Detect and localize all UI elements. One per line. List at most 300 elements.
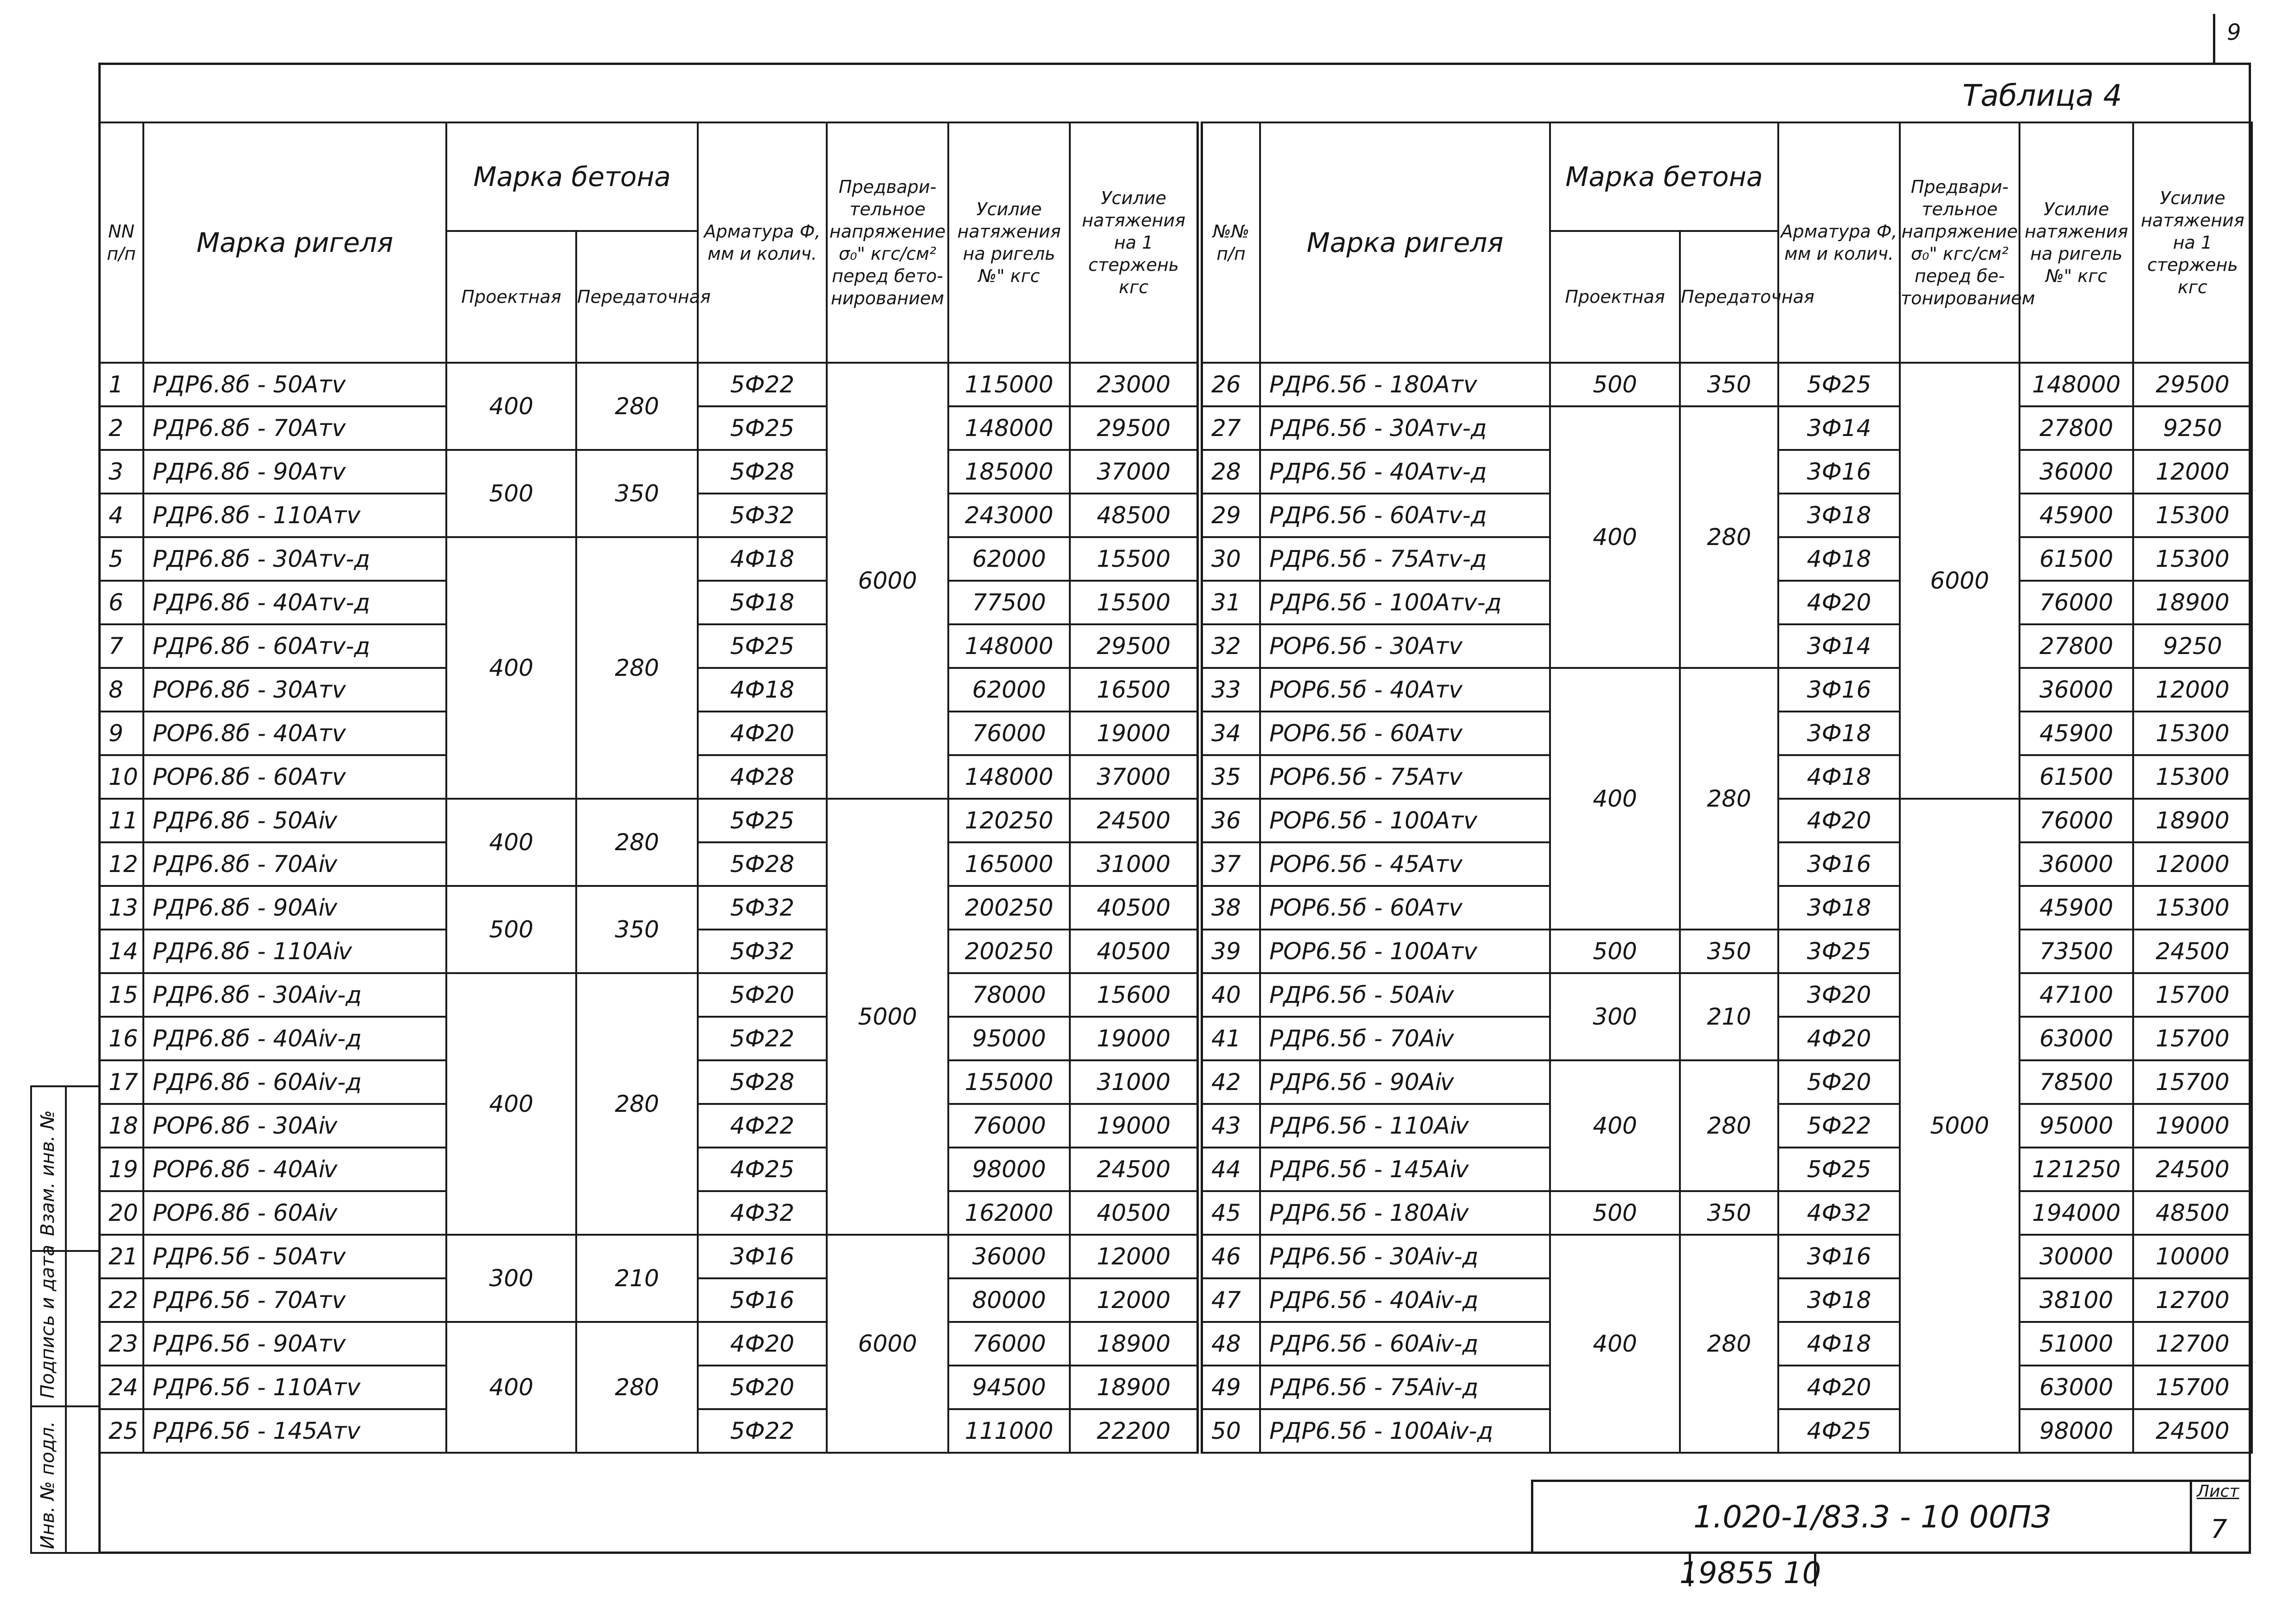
beam-mark: РОР6.8б - 40Атⅴ bbox=[143, 712, 446, 755]
beam-mark: РДР6.5б - 70Аⅳ bbox=[1260, 1017, 1550, 1060]
beam-mark: РДР6.8б - 40Атⅴ-д bbox=[143, 581, 446, 624]
force-per-beam: 243000 bbox=[948, 494, 1070, 537]
rebar-spec: 5Ф22 bbox=[698, 1409, 827, 1453]
stamp-vertical-divider bbox=[65, 1085, 67, 1554]
rebar-spec: 5Ф25 bbox=[698, 799, 827, 842]
rebar-spec: 4Ф32 bbox=[1778, 1191, 1900, 1235]
force-per-beam: 36000 bbox=[2019, 668, 2133, 712]
force-per-rod: 24500 bbox=[2133, 1148, 2252, 1191]
sheet-number: 7 bbox=[2211, 1514, 2227, 1545]
concrete-transfer-grade: 280 bbox=[1680, 406, 1778, 668]
header-mark-right: Марка ригеля bbox=[1260, 122, 1550, 363]
beam-mark: РОР6.5б - 40Атⅴ bbox=[1260, 668, 1550, 712]
force-per-beam: 45900 bbox=[2019, 712, 2133, 755]
force-per-beam: 47100 bbox=[2019, 973, 2133, 1017]
row-number: 20 bbox=[99, 1191, 143, 1235]
beam-mark: РДР6.8б - 50Аⅳ bbox=[143, 799, 446, 842]
force-per-beam: 76000 bbox=[2019, 799, 2133, 842]
force-per-rod: 15500 bbox=[1070, 537, 1200, 581]
rebar-spec: 3Ф16 bbox=[1778, 668, 1900, 712]
row-number: 27 bbox=[1200, 406, 1260, 450]
row-number: 19 bbox=[99, 1148, 143, 1191]
beam-mark: РОР6.5б - 100Атⅴ bbox=[1260, 930, 1550, 973]
row-number: 11 bbox=[99, 799, 143, 842]
row-number: 7 bbox=[99, 624, 143, 668]
force-per-beam: 115000 bbox=[948, 363, 1070, 406]
beam-mark: РДР6.8б - 30Аⅳ-д bbox=[143, 973, 446, 1017]
page-number-divider bbox=[2213, 14, 2215, 65]
beam-mark: РДР6.8б - 30Атⅴ-д bbox=[143, 537, 446, 581]
rebar-spec: 5Ф28 bbox=[698, 842, 827, 886]
concrete-design-grade: 400 bbox=[446, 537, 576, 799]
row-number: 37 bbox=[1200, 842, 1260, 886]
rebar-spec: 3Ф16 bbox=[698, 1235, 827, 1278]
concrete-design-grade: 300 bbox=[446, 1235, 576, 1322]
concrete-design-grade: 500 bbox=[446, 886, 576, 973]
force-per-beam: 27800 bbox=[2019, 406, 2133, 450]
row-number: 16 bbox=[99, 1017, 143, 1060]
rebar-spec: 5Ф20 bbox=[698, 973, 827, 1017]
force-per-rod: 9250 bbox=[2133, 624, 2252, 668]
header-rebar-right: Арматура Ф, мм и колич. bbox=[1778, 122, 1900, 363]
beam-mark: РДР6.5б - 145Аⅳ bbox=[1260, 1148, 1550, 1191]
force-per-beam: 80000 bbox=[948, 1278, 1070, 1322]
rebar-spec: 3Ф14 bbox=[1778, 406, 1900, 450]
force-per-rod: 15600 bbox=[1070, 973, 1200, 1017]
row-number: 2 bbox=[99, 406, 143, 450]
concrete-transfer-grade: 280 bbox=[576, 537, 698, 799]
beam-mark: РДР6.5б - 90Аⅳ bbox=[1260, 1060, 1550, 1104]
rebar-spec: 4Ф18 bbox=[1778, 755, 1900, 799]
beam-mark: РОР6.8б - 30Атⅴ bbox=[143, 668, 446, 712]
document-designation: 1.020-1/83.3 - 10 00ПЗ bbox=[1693, 1499, 2051, 1535]
force-per-beam: 148000 bbox=[948, 406, 1070, 450]
header-design: Проектная bbox=[446, 231, 576, 363]
rebar-spec: 5Ф28 bbox=[698, 450, 827, 494]
force-per-rod: 12000 bbox=[2133, 842, 2252, 886]
row-number: 41 bbox=[1200, 1017, 1260, 1060]
row-number: 3 bbox=[99, 450, 143, 494]
row-number: 44 bbox=[1200, 1148, 1260, 1191]
rebar-spec: 5Ф20 bbox=[698, 1366, 827, 1409]
row-number: 38 bbox=[1200, 886, 1260, 930]
rebar-spec: 4Ф20 bbox=[1778, 1366, 1900, 1409]
force-per-beam: 45900 bbox=[2019, 886, 2133, 930]
force-per-beam: 95000 bbox=[2019, 1104, 2133, 1148]
force-per-beam: 165000 bbox=[948, 842, 1070, 886]
force-per-rod: 22200 bbox=[1070, 1409, 1200, 1453]
row-number: 12 bbox=[99, 842, 143, 886]
force-per-beam: 94500 bbox=[948, 1366, 1070, 1409]
rebar-spec: 3Ф16 bbox=[1778, 450, 1900, 494]
concrete-transfer-grade: 280 bbox=[1680, 1235, 1778, 1453]
row-number: 10 bbox=[99, 755, 143, 799]
rebar-spec: 5Ф22 bbox=[698, 1017, 827, 1060]
force-per-rod: 15700 bbox=[2133, 1017, 2252, 1060]
rebar-spec: 5Ф25 bbox=[698, 406, 827, 450]
row-number: 6 bbox=[99, 581, 143, 624]
rebar-spec: 5Ф25 bbox=[698, 624, 827, 668]
concrete-transfer-grade: 280 bbox=[576, 973, 698, 1235]
beam-mark: РДР6.5б - 50Атⅴ bbox=[143, 1235, 446, 1278]
beam-mark: РДР6.5б - 145Атⅴ bbox=[143, 1409, 446, 1453]
prestress-value: 5000 bbox=[1900, 799, 2019, 1453]
force-per-rod: 24500 bbox=[1070, 1148, 1200, 1191]
rebar-spec: 4Ф18 bbox=[1778, 1322, 1900, 1366]
force-per-rod: 29500 bbox=[1070, 406, 1200, 450]
force-per-beam: 30000 bbox=[2019, 1235, 2133, 1278]
beam-mark: РДР6.5б - 100Аⅳ-д bbox=[1260, 1409, 1550, 1453]
beam-mark: РДР6.5б - 110Атⅴ bbox=[143, 1366, 446, 1409]
force-per-beam: 76000 bbox=[948, 1322, 1070, 1366]
force-per-rod: 15300 bbox=[2133, 886, 2252, 930]
force-per-rod: 19000 bbox=[2133, 1104, 2252, 1148]
rebar-spec: 4Ф20 bbox=[1778, 581, 1900, 624]
force-per-rod: 40500 bbox=[1070, 930, 1200, 973]
force-per-rod: 15700 bbox=[2133, 1366, 2252, 1409]
force-per-rod: 16500 bbox=[1070, 668, 1200, 712]
beam-mark: РОР6.5б - 60Атⅴ bbox=[1260, 712, 1550, 755]
beam-mark: РДР6.5б - 75Аⅳ-д bbox=[1260, 1366, 1550, 1409]
force-per-rod: 40500 bbox=[1070, 886, 1200, 930]
force-per-beam: 45900 bbox=[2019, 494, 2133, 537]
row-number: 29 bbox=[1200, 494, 1260, 537]
force-per-beam: 76000 bbox=[2019, 581, 2133, 624]
header-force-beam-right: Усилие натяжения на ригель №" кгс bbox=[2019, 122, 2133, 363]
beam-mark: РДР6.5б - 110Аⅳ bbox=[1260, 1104, 1550, 1148]
rebar-spec: 3Ф18 bbox=[1778, 494, 1900, 537]
beam-mark: РОР6.8б - 40Аⅳ bbox=[143, 1148, 446, 1191]
row-number: 42 bbox=[1200, 1060, 1260, 1104]
concrete-transfer-grade: 350 bbox=[1680, 930, 1778, 973]
concrete-design-grade: 400 bbox=[1550, 406, 1680, 668]
row-number: 13 bbox=[99, 886, 143, 930]
header-concrete-right: Марка бетона bbox=[1550, 122, 1778, 231]
force-per-beam: 36000 bbox=[2019, 842, 2133, 886]
row-number: 1 bbox=[99, 363, 143, 406]
force-per-rod: 18900 bbox=[2133, 581, 2252, 624]
force-per-beam: 162000 bbox=[948, 1191, 1070, 1235]
beam-mark: РОР6.8б - 60Атⅴ bbox=[143, 755, 446, 799]
force-per-beam: 77500 bbox=[948, 581, 1070, 624]
force-per-rod: 9250 bbox=[2133, 406, 2252, 450]
stamp-replace-inv: Взам. инв. № bbox=[37, 1110, 58, 1236]
force-per-rod: 12000 bbox=[2133, 450, 2252, 494]
header-nn-right: №№ п/п bbox=[1200, 122, 1260, 363]
row-number: 8 bbox=[99, 668, 143, 712]
stamp-divider bbox=[30, 1405, 98, 1407]
force-per-rod: 12700 bbox=[2133, 1322, 2252, 1366]
concrete-design-grade: 400 bbox=[446, 973, 576, 1235]
force-per-rod: 15300 bbox=[2133, 537, 2252, 581]
beam-mark: РДР6.5б - 60Атⅴ-д bbox=[1260, 494, 1550, 537]
row-number: 15 bbox=[99, 973, 143, 1017]
beam-mark: РДР6.5б - 100Атⅴ-д bbox=[1260, 581, 1550, 624]
force-per-beam: 63000 bbox=[2019, 1366, 2133, 1409]
beam-mark: РДР6.5б - 180Атⅴ bbox=[1260, 363, 1550, 406]
concrete-transfer-grade: 280 bbox=[576, 1322, 698, 1453]
row-number: 43 bbox=[1200, 1104, 1260, 1148]
stamp-inv-orig: Инв. № подл. bbox=[37, 1421, 58, 1549]
force-per-rod: 12000 bbox=[1070, 1235, 1200, 1278]
row-number: 5 bbox=[99, 537, 143, 581]
force-per-beam: 148000 bbox=[948, 755, 1070, 799]
rebar-spec: 5Ф18 bbox=[698, 581, 827, 624]
force-per-rod: 31000 bbox=[1070, 842, 1200, 886]
row-number: 4 bbox=[99, 494, 143, 537]
force-per-rod: 18900 bbox=[1070, 1366, 1200, 1409]
force-per-rod: 29500 bbox=[1070, 624, 1200, 668]
force-per-rod: 10000 bbox=[2133, 1235, 2252, 1278]
row-number: 22 bbox=[99, 1278, 143, 1322]
row-number: 28 bbox=[1200, 450, 1260, 494]
beam-mark: РДР6.8б - 70Атⅴ bbox=[143, 406, 446, 450]
concrete-design-grade: 400 bbox=[1550, 1060, 1680, 1191]
bottom-reference: 19855 10 bbox=[1679, 1556, 1821, 1590]
beam-mark: РДР6.5б - 40Атⅴ-д bbox=[1260, 450, 1550, 494]
force-per-rod: 48500 bbox=[2133, 1191, 2252, 1235]
rebar-spec: 3Ф14 bbox=[1778, 624, 1900, 668]
row-number: 32 bbox=[1200, 624, 1260, 668]
force-per-rod: 15500 bbox=[1070, 581, 1200, 624]
header-mark: Марка ригеля bbox=[143, 122, 446, 363]
concrete-transfer-grade: 350 bbox=[1680, 1191, 1778, 1235]
rebar-spec: 5Ф20 bbox=[1778, 1060, 1900, 1104]
beam-mark: РОР6.8б - 60Аⅳ bbox=[143, 1191, 446, 1235]
force-per-rod: 24500 bbox=[2133, 930, 2252, 973]
rebar-spec: 5Ф25 bbox=[1778, 363, 1900, 406]
beam-mark: РДР6.5б - 70Атⅴ bbox=[143, 1278, 446, 1322]
row-number: 48 bbox=[1200, 1322, 1260, 1366]
beam-mark: РДР6.5б - 30Аⅳ-д bbox=[1260, 1235, 1550, 1278]
concrete-transfer-grade: 280 bbox=[1680, 668, 1778, 930]
header-prestress-right: Предвари-тельное напряжение σ₀" кгс/см² перед бе-тонированием bbox=[1900, 122, 2019, 363]
rebar-spec: 5Ф25 bbox=[1778, 1148, 1900, 1191]
force-per-beam: 76000 bbox=[948, 1104, 1070, 1148]
force-per-beam: 111000 bbox=[948, 1409, 1070, 1453]
table-body bbox=[99, 363, 2252, 1453]
row-number: 39 bbox=[1200, 930, 1260, 973]
table-title: Таблица 4 bbox=[1962, 79, 2122, 113]
rebar-spec: 4Ф32 bbox=[698, 1191, 827, 1235]
force-per-beam: 38100 bbox=[2019, 1278, 2133, 1322]
force-per-beam: 36000 bbox=[2019, 450, 2133, 494]
rebar-spec: 4Ф28 bbox=[698, 755, 827, 799]
beam-mark: РОР6.5б - 60Атⅴ bbox=[1260, 886, 1550, 930]
row-number: 24 bbox=[99, 1366, 143, 1409]
row-number: 30 bbox=[1200, 537, 1260, 581]
force-per-rod: 40500 bbox=[1070, 1191, 1200, 1235]
force-per-rod: 15300 bbox=[2133, 712, 2252, 755]
force-per-rod: 18900 bbox=[2133, 799, 2252, 842]
rebar-spec: 5Ф22 bbox=[1778, 1104, 1900, 1148]
force-per-rod: 12700 bbox=[2133, 1278, 2252, 1322]
force-per-beam: 62000 bbox=[948, 668, 1070, 712]
beam-mark: РДР6.8б - 40Аⅳ-д bbox=[143, 1017, 446, 1060]
rebar-spec: 4Ф18 bbox=[698, 668, 827, 712]
force-per-beam: 76000 bbox=[948, 712, 1070, 755]
row-number: 23 bbox=[99, 1322, 143, 1366]
rebar-spec: 4Ф20 bbox=[698, 712, 827, 755]
rebar-spec: 5Ф32 bbox=[698, 886, 827, 930]
header-concrete: Марка бетона bbox=[446, 122, 698, 231]
rebar-spec: 3Ф16 bbox=[1778, 1235, 1900, 1278]
concrete-transfer-grade: 210 bbox=[576, 1235, 698, 1322]
beam-mark: РДР6.8б - 110Аⅳ bbox=[143, 930, 446, 973]
beam-mark: РДР6.5б - 90Атⅴ bbox=[143, 1322, 446, 1366]
force-per-rod: 31000 bbox=[1070, 1060, 1200, 1104]
beam-mark: РОР6.5б - 100Атⅴ bbox=[1260, 799, 1550, 842]
concrete-design-grade: 500 bbox=[1550, 930, 1680, 973]
concrete-design-grade: 500 bbox=[446, 450, 576, 537]
concrete-design-grade: 400 bbox=[1550, 1235, 1680, 1453]
row-number: 21 bbox=[99, 1235, 143, 1278]
header-transfer: Передаточная bbox=[576, 231, 698, 363]
concrete-transfer-grade: 280 bbox=[576, 363, 698, 450]
prestress-value: 6000 bbox=[1900, 363, 2019, 799]
rebar-spec: 3Ф18 bbox=[1778, 712, 1900, 755]
rebar-spec: 4Ф18 bbox=[698, 537, 827, 581]
force-per-beam: 148000 bbox=[948, 624, 1070, 668]
concrete-design-grade: 400 bbox=[446, 799, 576, 886]
beam-mark: РДР6.8б - 70Аⅳ bbox=[143, 842, 446, 886]
beam-mark: РДР6.5б - 30Атⅴ-д bbox=[1260, 406, 1550, 450]
row-number: 36 bbox=[1200, 799, 1260, 842]
force-per-rod: 19000 bbox=[1070, 712, 1200, 755]
row-number: 46 bbox=[1200, 1235, 1260, 1278]
force-per-rod: 15300 bbox=[2133, 755, 2252, 799]
force-per-rod: 15700 bbox=[2133, 1060, 2252, 1104]
rebar-spec: 4Ф20 bbox=[698, 1322, 827, 1366]
force-per-rod: 18900 bbox=[1070, 1322, 1200, 1366]
row-number: 26 bbox=[1200, 363, 1260, 406]
row-number: 35 bbox=[1200, 755, 1260, 799]
force-per-rod: 12000 bbox=[2133, 668, 2252, 712]
beam-mark: РДР6.8б - 90Атⅴ bbox=[143, 450, 446, 494]
force-per-beam: 78000 bbox=[948, 973, 1070, 1017]
concrete-transfer-grade: 280 bbox=[576, 799, 698, 886]
force-per-rod: 19000 bbox=[1070, 1104, 1200, 1148]
force-per-rod: 37000 bbox=[1070, 755, 1200, 799]
rebar-spec: 5Ф32 bbox=[698, 930, 827, 973]
sheet-label: Лист bbox=[2197, 1482, 2239, 1501]
beam-mark: РДР6.8б - 50Атⅴ bbox=[143, 363, 446, 406]
rebar-spec: 4Ф18 bbox=[1778, 537, 1900, 581]
force-per-beam: 61500 bbox=[2019, 537, 2133, 581]
force-per-rod: 24500 bbox=[1070, 799, 1200, 842]
rebar-spec: 4Ф25 bbox=[1778, 1409, 1900, 1453]
force-per-beam: 98000 bbox=[2019, 1409, 2133, 1453]
row-number: 9 bbox=[99, 712, 143, 755]
beam-mark: РДР6.8б - 60Атⅴ-д bbox=[143, 624, 446, 668]
force-per-beam: 148000 bbox=[2019, 363, 2133, 406]
header-nn: NN п/п bbox=[99, 122, 143, 363]
force-per-rod: 19000 bbox=[1070, 1017, 1200, 1060]
force-per-beam: 120250 bbox=[948, 799, 1070, 842]
force-per-beam: 27800 bbox=[2019, 624, 2133, 668]
beam-mark: РДР6.5б - 50Аⅳ bbox=[1260, 973, 1550, 1017]
concrete-design-grade: 400 bbox=[446, 1322, 576, 1453]
rebar-spec: 3Ф18 bbox=[1778, 1278, 1900, 1322]
force-per-beam: 51000 bbox=[2019, 1322, 2133, 1366]
beam-mark: РДР6.8б - 110Атⅴ bbox=[143, 494, 446, 537]
beam-mark: РДР6.5б - 75Атⅴ-д bbox=[1260, 537, 1550, 581]
row-number: 33 bbox=[1200, 668, 1260, 712]
force-per-rod: 48500 bbox=[1070, 494, 1200, 537]
force-per-rod: 23000 bbox=[1070, 363, 1200, 406]
concrete-transfer-grade: 280 bbox=[1680, 1060, 1778, 1191]
table-row bbox=[99, 363, 2252, 406]
force-per-beam: 155000 bbox=[948, 1060, 1070, 1104]
row-number: 50 bbox=[1200, 1409, 1260, 1453]
concrete-design-grade: 400 bbox=[446, 363, 576, 450]
force-per-rod: 37000 bbox=[1070, 450, 1200, 494]
force-per-beam: 185000 bbox=[948, 450, 1070, 494]
force-per-beam: 63000 bbox=[2019, 1017, 2133, 1060]
row-number: 25 bbox=[99, 1409, 143, 1453]
force-per-beam: 95000 bbox=[948, 1017, 1070, 1060]
row-number: 40 bbox=[1200, 973, 1260, 1017]
row-number: 47 bbox=[1200, 1278, 1260, 1322]
row-number: 14 bbox=[99, 930, 143, 973]
beam-mark: РДР6.5б - 40Аⅳ-д bbox=[1260, 1278, 1550, 1322]
row-number: 18 bbox=[99, 1104, 143, 1148]
concrete-transfer-grade: 350 bbox=[576, 886, 698, 973]
force-per-beam: 62000 bbox=[948, 537, 1070, 581]
concrete-design-grade: 500 bbox=[1550, 363, 1680, 406]
rebar-spec: 3Ф18 bbox=[1778, 886, 1900, 930]
header-force-rod-right: Усилие натяжения на 1 стержень кгс bbox=[2133, 122, 2252, 363]
concrete-transfer-grade: 350 bbox=[576, 450, 698, 537]
force-per-beam: 73500 bbox=[2019, 930, 2133, 973]
beam-mark: РОР6.5б - 45Атⅴ bbox=[1260, 842, 1550, 886]
header-transfer-right: Передаточная bbox=[1680, 231, 1778, 363]
force-per-rod: 29500 bbox=[2133, 363, 2252, 406]
concrete-design-grade: 300 bbox=[1550, 973, 1680, 1060]
rebar-spec: 5Ф16 bbox=[698, 1278, 827, 1322]
concrete-design-grade: 500 bbox=[1550, 1191, 1680, 1235]
prestress-value: 6000 bbox=[827, 363, 948, 799]
rebar-spec: 5Ф22 bbox=[698, 363, 827, 406]
force-per-rod: 24500 bbox=[2133, 1409, 2252, 1453]
force-per-beam: 200250 bbox=[948, 886, 1070, 930]
beam-mark: РОР6.8б - 30Аⅳ bbox=[143, 1104, 446, 1148]
header-prestress-left: Предвари-тельное напряжение σ₀" кгс/см² перед бето-нированием bbox=[827, 122, 948, 363]
row-number: 31 bbox=[1200, 581, 1260, 624]
prestress-value: 5000 bbox=[827, 799, 948, 1235]
header-force-rod-left: Усилие натяжения на 1 стержень кгс bbox=[1070, 122, 1200, 363]
rebar-spec: 3Ф25 bbox=[1778, 930, 1900, 973]
row-number: 34 bbox=[1200, 712, 1260, 755]
force-per-rod: 15300 bbox=[2133, 494, 2252, 537]
force-per-rod: 15700 bbox=[2133, 973, 2252, 1017]
beam-mark: РДР6.5б - 60Аⅳ-д bbox=[1260, 1322, 1550, 1366]
header-force-beam-left: Усилие натяжения на ригель №" кгс bbox=[948, 122, 1070, 363]
header-design-right: Проектная bbox=[1550, 231, 1680, 363]
main-table bbox=[98, 122, 2253, 1454]
beam-mark: РДР6.8б - 90Аⅳ bbox=[143, 886, 446, 930]
rebar-spec: 4Ф20 bbox=[1778, 1017, 1900, 1060]
force-per-rod: 12000 bbox=[1070, 1278, 1200, 1322]
rebar-spec: 4Ф22 bbox=[698, 1104, 827, 1148]
concrete-transfer-grade: 210 bbox=[1680, 973, 1778, 1060]
beam-mark: РДР6.5б - 180Аⅳ bbox=[1260, 1191, 1550, 1235]
row-number: 17 bbox=[99, 1060, 143, 1104]
rebar-spec: 5Ф28 bbox=[698, 1060, 827, 1104]
beam-mark: РОР6.5б - 30Атⅴ bbox=[1260, 624, 1550, 668]
rebar-spec: 3Ф16 bbox=[1778, 842, 1900, 886]
concrete-transfer-grade: 350 bbox=[1680, 363, 1778, 406]
